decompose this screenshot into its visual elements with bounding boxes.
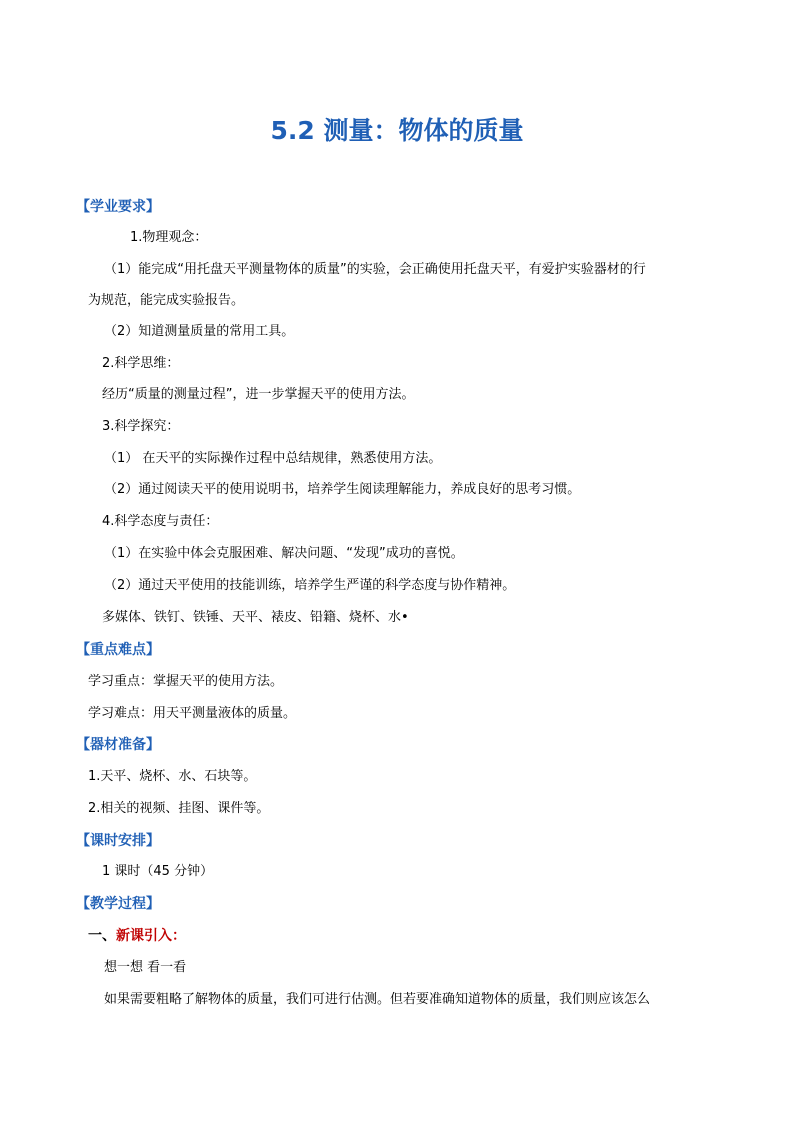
schedule-line: 1 课时（45 分钟）: [102, 864, 214, 879]
requirement-line: 1.物理观念：: [130, 230, 208, 245]
key-point-line: 学习重点：掌握天平的使用方法。: [88, 674, 284, 689]
material-line: 2.相关的视频、挂图、课件等。: [88, 801, 270, 816]
process-subheading: [88, 926, 186, 946]
process-line: 如果需要粗略了解物体的质量，我们可进行估测。但若要准确知道物体的质量，我们则应该怎么: [104, 992, 651, 1007]
section-heading-requirements: 【学业要求】: [76, 199, 160, 215]
requirement-line: 多媒体、铁钉、铁锤、天平、裱皮、铅籍、烧杯、水•: [102, 610, 409, 625]
material-line: 1.天平、烧杯、水、石块等。: [88, 769, 257, 784]
requirement-line: 为规范，能完成实验报告。: [88, 293, 245, 308]
process-line: 想一想 看一看: [104, 960, 187, 975]
section-heading-key-points: 【重点难点】: [76, 642, 160, 658]
requirement-line: 3.科学探究：: [102, 419, 180, 434]
requirement-line: （1）在实验中体会克服困难、解决问题、“发现”成功的喜悦。: [104, 546, 464, 561]
key-point-line: 学习难点：用天平测量液体的质量。: [88, 706, 297, 721]
subheading-prefix: 一、: [88, 928, 116, 944]
subheading-label: 新课引入：: [116, 928, 186, 944]
requirement-line: 经历“质量的测量过程”，进一步掌握天平的使用方法。: [102, 387, 415, 402]
requirement-line: （2）通过阅读天平的使用说明书，培养学生阅读理解能力，养成良好的思考习惯。: [104, 482, 581, 497]
requirement-line: 4.科学态度与责任：: [102, 514, 219, 529]
section-heading-schedule: 【课时安排】: [76, 833, 160, 849]
requirement-line: 2.科学思维：: [102, 356, 180, 371]
requirement-line: （2）知道测量质量的常用工具。: [104, 324, 295, 339]
requirement-line: （1）能完成“用托盘天平测量物体的质量”的实验，会正确使用托盘天平，有爱护实验器材的行: [104, 262, 646, 277]
requirement-line: （2）通过天平使用的技能训练，培养学生严谨的科学态度与协作精神。: [104, 578, 516, 593]
section-heading-process: 【教学过程】: [76, 896, 160, 912]
requirement-line: （1） 在天平的实际操作过程中总结规律，熟悉使用方法。: [104, 451, 442, 466]
section-heading-materials: 【器材准备】: [76, 737, 160, 753]
page-title: 5.2 测量：物体的质量: [270, 116, 524, 145]
